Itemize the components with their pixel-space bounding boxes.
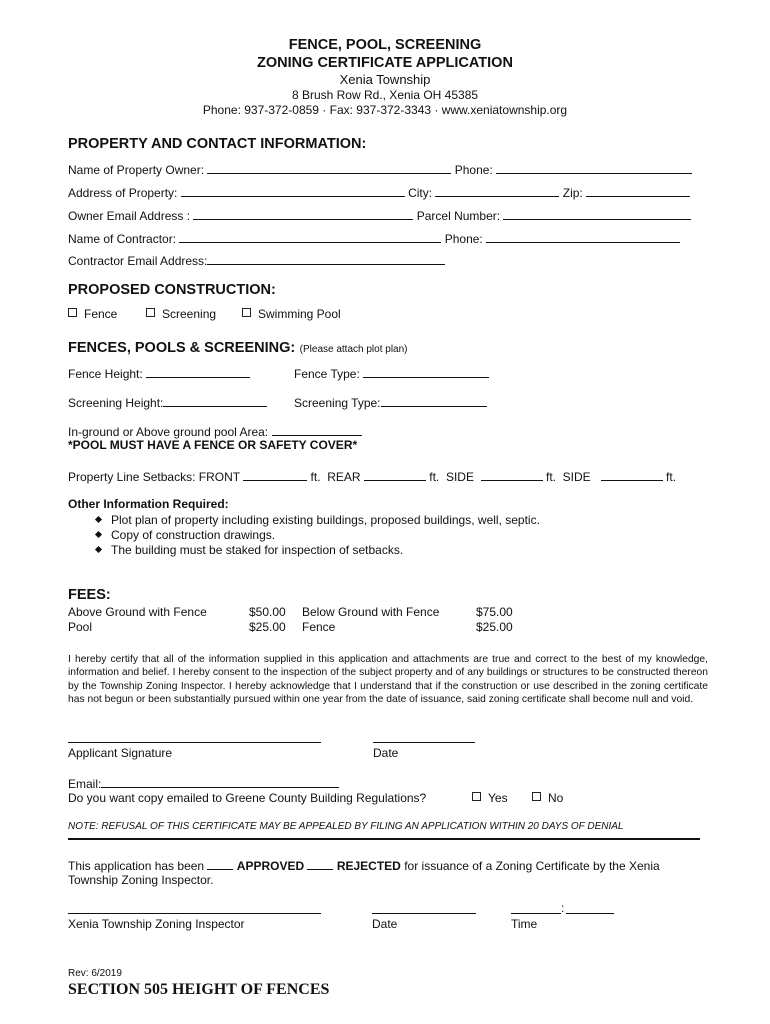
pool-area-field[interactable] xyxy=(272,423,362,436)
fence-type-label: Fence Type: xyxy=(294,367,360,381)
org-address: 8 Brush Row Rd., Xenia OH 45385 xyxy=(291,88,479,102)
fence-type-field[interactable] xyxy=(363,365,489,378)
owner-field[interactable] xyxy=(207,161,451,174)
address-label: Address of Property: xyxy=(68,186,178,200)
rejected-label: REJECTED xyxy=(336,859,401,873)
contractor-email-row xyxy=(68,252,445,268)
revision-date: Rev: 6/2019 xyxy=(68,968,122,979)
time-minute-line[interactable] xyxy=(566,913,614,914)
rear-setback-field[interactable] xyxy=(364,468,426,481)
approval-prefix: This application has been xyxy=(68,859,205,873)
owner-email-label: Owner Email Address : xyxy=(68,209,191,223)
contractor-field[interactable] xyxy=(179,230,441,243)
fee-amount: $25.00 xyxy=(476,620,513,634)
setbacks-row xyxy=(68,468,676,484)
screening-option-label: Screening xyxy=(162,307,217,321)
fee-label: Pool xyxy=(68,620,93,634)
fence-height-field[interactable] xyxy=(146,365,250,378)
form-title-line1: FENCE, POOL, SCREENING xyxy=(288,37,482,53)
approval-line xyxy=(68,857,660,873)
fence-option-label: Fence xyxy=(84,307,118,321)
pool-warning: *POOL MUST HAVE A FENCE OR SAFETY COVER* xyxy=(68,438,358,452)
approval-line-2: Township Zoning Inspector. xyxy=(68,873,214,887)
refusal-note: NOTE: REFUSAL OF THIS CERTIFICATE MAY BE APPEALED BY FILING AN APPLICATION WITHIN 20 DAYS OF DENIAL xyxy=(68,821,624,832)
other-info-heading: Other Information Required: xyxy=(68,497,229,511)
email-row xyxy=(68,207,691,223)
screening-type-row xyxy=(294,394,487,410)
plot-plan-note: (Please attach plot plan) xyxy=(299,344,408,355)
copy-question: Do you want copy emailed to Greene County Building Regulations? xyxy=(68,791,427,805)
construction-option-screening[interactable] xyxy=(146,307,216,321)
applicant-signature-label: Applicant Signature xyxy=(68,746,173,760)
approved-label: APPROVED xyxy=(236,859,305,873)
city-field[interactable] xyxy=(435,184,559,197)
contractor-email-field[interactable] xyxy=(207,252,445,265)
list-item xyxy=(96,513,540,527)
applicant-email-field[interactable] xyxy=(101,775,339,788)
city-label: City: xyxy=(408,186,433,200)
no-checkbox[interactable] xyxy=(532,792,541,801)
fps-heading: FENCES, POOLS & SCREENING: xyxy=(68,340,296,356)
inspector-signature-line[interactable] xyxy=(68,913,321,914)
parcel-label: Parcel Number: xyxy=(416,209,501,223)
certification-text: I hereby certify that all of the information supplied in this application and attachments are true and correct to the best of my knowledge, information and belief. I hereby consent to the inspection of the subject property and of any buildings or structures to be constructed thereon by the Township Zoning Inspector. I hereby acknowledge that I understand that if the construction or use described in the zoning certificate has not begun or been substantially pursued within one year from the date of issuance, said zoning certificate shall become null and void. xyxy=(68,654,708,706)
list-item-text: The building must be staked for inspection of setbacks. xyxy=(111,543,404,557)
yes-checkbox[interactable] xyxy=(472,792,481,801)
time-hour-line[interactable] xyxy=(511,913,561,914)
pool-area-label: In-ground or Above ground pool Area: xyxy=(68,425,269,439)
setbacks-label: Property Line Setbacks: xyxy=(68,470,196,484)
time-label: Time xyxy=(511,917,538,931)
yes-option[interactable] xyxy=(472,791,508,805)
construction-option-pool[interactable] xyxy=(242,307,341,321)
side-label-1: SIDE xyxy=(445,470,474,484)
rejected-mark-field[interactable] xyxy=(307,857,333,870)
time-colon: : xyxy=(561,901,565,915)
side2-ft-unit: ft. xyxy=(666,470,677,484)
list-item xyxy=(96,528,275,542)
fee-label: Fence xyxy=(302,620,336,634)
screening-height-label: Screening Height: xyxy=(68,396,164,410)
screening-type-label: Screening Type: xyxy=(294,396,381,410)
fps-heading-row xyxy=(68,339,408,357)
approval-suffix: for issuance of a Zoning Certificate by the Xenia xyxy=(404,859,660,873)
parcel-field[interactable] xyxy=(503,207,691,220)
approved-mark-field[interactable] xyxy=(207,857,233,870)
divider xyxy=(68,838,700,840)
pool-area-row xyxy=(68,423,362,439)
screening-type-field[interactable] xyxy=(381,394,487,407)
inspector-label: Xenia Township Zoning Inspector xyxy=(68,917,245,931)
list-item-text: Copy of construction drawings. xyxy=(111,528,276,542)
fee-label: Above Ground with Fence xyxy=(68,605,207,619)
zip-field[interactable] xyxy=(586,184,690,197)
no-label: No xyxy=(548,791,564,805)
applicant-signature-line[interactable] xyxy=(68,742,321,743)
fence-type-row xyxy=(294,365,489,381)
owner-row xyxy=(68,161,692,177)
section-heading: SECTION 505 HEIGHT OF FENCES xyxy=(68,981,330,998)
form-title-line2: ZONING CERTIFICATE APPLICATION xyxy=(257,55,513,71)
property-heading: PROPERTY AND CONTACT INFORMATION: xyxy=(68,136,367,152)
applicant-email-row xyxy=(68,775,339,791)
contractor-label: Name of Contractor: xyxy=(68,232,177,246)
yes-label: Yes xyxy=(488,791,508,805)
screening-checkbox[interactable] xyxy=(146,308,155,317)
fee-amount: $75.00 xyxy=(476,605,513,619)
list-item-text: Plot plan of property including existing buildings, proposed buildings, well, septic. xyxy=(111,513,540,527)
org-name: Xenia Township xyxy=(339,72,431,87)
fees-heading: FEES: xyxy=(68,587,111,603)
front-label: FRONT xyxy=(198,470,240,484)
no-option[interactable] xyxy=(532,791,563,805)
construction-option-fence[interactable] xyxy=(68,307,117,321)
contractor-phone-label: Phone: xyxy=(444,232,483,246)
fence-checkbox[interactable] xyxy=(68,308,77,317)
list-item xyxy=(96,543,403,557)
owner-label: Name of Property Owner: xyxy=(68,163,205,177)
bullet-icon xyxy=(95,546,102,553)
org-contact: Phone: 937-372-0859 · Fax: 937-372-3343 · www.xeniatownship.org xyxy=(202,103,568,117)
pool-option-label: Swimming Pool xyxy=(258,307,341,321)
contractor-row xyxy=(68,230,680,246)
applicant-date-line[interactable] xyxy=(373,742,475,743)
inspector-date-label: Date xyxy=(372,917,398,931)
zip-label: Zip: xyxy=(562,186,583,200)
address-row xyxy=(68,184,690,200)
side-label-2: SIDE xyxy=(562,470,591,484)
inspector-date-line[interactable] xyxy=(372,913,476,914)
fee-label: Below Ground with Fence xyxy=(302,605,440,619)
rear-label: REAR xyxy=(327,470,361,484)
applicant-date-label: Date xyxy=(373,746,399,760)
rear-ft-unit: ft. xyxy=(429,470,440,484)
front-ft-unit: ft. xyxy=(310,470,321,484)
side-setback-field-2[interactable] xyxy=(601,468,663,481)
fee-amount: $25.00 xyxy=(249,620,286,634)
side-setback-field-1[interactable] xyxy=(481,468,543,481)
screening-height-field[interactable] xyxy=(163,394,267,407)
side1-ft-unit: ft. xyxy=(545,470,556,484)
fence-height-row xyxy=(68,365,250,381)
contractor-phone-field[interactable] xyxy=(486,230,680,243)
swimming-pool-checkbox[interactable] xyxy=(242,308,251,317)
screening-height-row xyxy=(68,394,267,410)
email-label: Email: xyxy=(68,777,102,791)
bullet-icon xyxy=(95,516,102,523)
fee-amount: $50.00 xyxy=(249,605,286,619)
bullet-icon xyxy=(95,531,102,538)
front-setback-field[interactable] xyxy=(243,468,307,481)
owner-phone-label: Phone: xyxy=(454,163,493,177)
construction-heading: PROPOSED CONSTRUCTION: xyxy=(68,282,276,298)
fence-height-label: Fence Height: xyxy=(68,367,143,381)
address-field[interactable] xyxy=(181,184,405,197)
owner-phone-field[interactable] xyxy=(496,161,692,174)
owner-email-field[interactable] xyxy=(193,207,413,220)
contractor-email-label: Contractor Email Address: xyxy=(68,254,208,268)
